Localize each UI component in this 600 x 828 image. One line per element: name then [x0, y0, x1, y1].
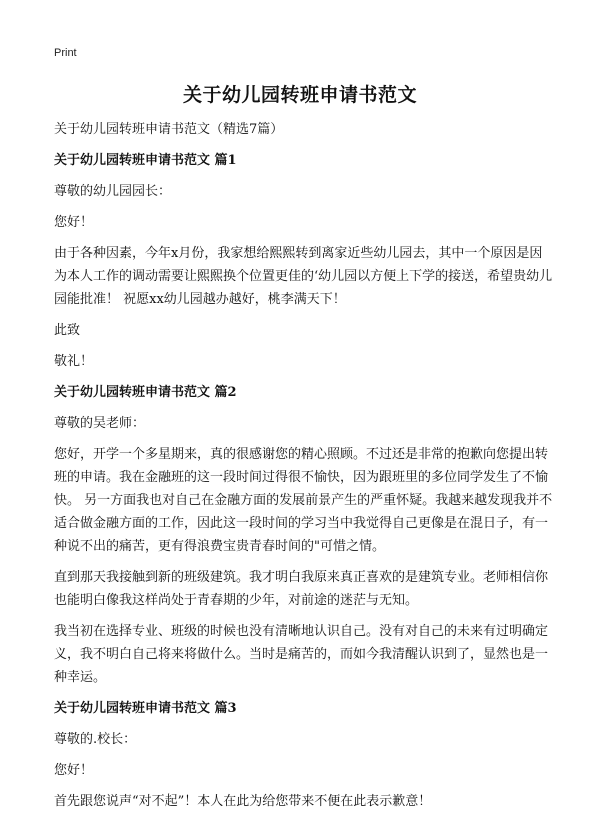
paragraph: 我当初在选择专业、班级的时候也没有清晰地认识自己。没有对自己的未来有过明确定义，我不明白自己将来将做什么。当时是痛苦的，而如今我清醒认识到了，显然也是一种幸运。 [54, 624, 549, 685]
page-title: 关于幼儿园转班申请书范文 [182, 84, 417, 106]
greeting: 您好！ [54, 215, 94, 230]
document-body [54, 118, 554, 813]
section-heading: 关于幼儿园转班申请书范文 篇2 [54, 385, 237, 400]
paragraph: 直到那天我接触到新的班级建筑。我才明白我原来真正喜欢的是建筑专业。老师相信你也能明白像我这样尚处于青春期的少年，对前途的迷茫与无知。 [54, 570, 549, 608]
paragraph: 由于各种因素，今年x月份，我家想给熙熙转到离家近些幼儿园去，其中一个原因是因为本人工作的调动需要让熙熙换个位置更佳的‘幼儿园以方便上下学的接送，希望贵幼儿园能批准！ 祝愿xx幼儿园越办越好，桃李满天下！ [54, 246, 553, 307]
greeting: 您好！ [54, 763, 94, 778]
paragraph: 您好，开学一个多星期来，真的很感谢您的精心照顾。不过还是非常的抱歉向您提出转班的申请。我在金融班的这一段时间过得很不愉快，因为跟班里的多位同学发生了不愉快。 另一方面我也对自己在金融方面的发展前景产生的严重怀疑。我越来越发现我并不适合做金融方面的工作，因此这一段时间的学习当中我觉得自己更像是在混日子，有一种说不出的痛苦，更有得浪费宝贵青春时间的"可惜之情。 [54, 447, 553, 554]
salutation: 尊敬的吴老师： [54, 416, 146, 431]
closing-line: 此致 [54, 323, 81, 338]
section-heading: 关于幼儿园转班申请书范文 篇3 [54, 701, 237, 716]
closing-line: 敬礼！ [54, 354, 94, 369]
section-heading: 关于幼儿园转班申请书范文 篇1 [54, 153, 237, 168]
subtitle: 关于幼儿园转班申请书范文（精选7篇） [54, 122, 284, 137]
salutation: 尊敬的.校长： [54, 732, 137, 747]
salutation: 尊敬的幼儿园园长： [54, 184, 172, 199]
print-label[interactable]: Print [54, 47, 77, 59]
paragraph: 首先跟您说声“对不起”！本人在此为给您带来不便在此表示歉意！ [54, 794, 432, 809]
